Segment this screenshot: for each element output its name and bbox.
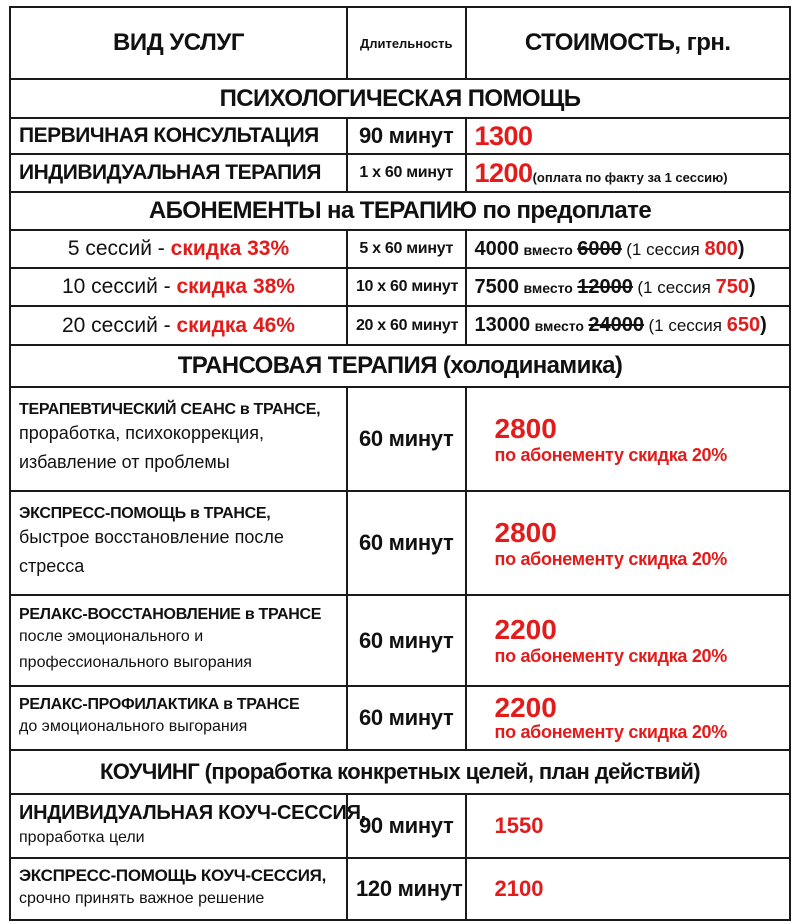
service-line: быстрое восстановление после: [19, 527, 284, 547]
service-line: до эмоционального выгорания: [19, 718, 248, 735]
duration: 60 минут: [347, 595, 466, 686]
close-paren: ): [737, 237, 745, 260]
per-session-label: (1 сессия: [626, 239, 705, 259]
service-name: [10, 268, 347, 306]
price-note: по абонементу скидка 20%: [494, 721, 727, 742]
discount: скидка 38%: [176, 275, 295, 298]
price-cell: [466, 154, 791, 192]
price-note: по абонементу скидка 20%: [494, 444, 727, 465]
service-name: [10, 306, 347, 345]
service-name: ПЕРВИЧНАЯ КОНСУЛЬТАЦИЯ: [10, 118, 347, 154]
table-row: [10, 794, 790, 858]
price-cell: [466, 118, 791, 154]
duration: 90 минут: [347, 118, 466, 154]
close-paren: ): [748, 275, 756, 298]
section-title: ТРАНСОВАЯ ТЕРАПИЯ (холодинамика): [10, 345, 790, 387]
old-price: 12000: [577, 275, 633, 298]
header-price: СТОИМОСТЬ, грн.: [466, 7, 791, 79]
section-psych: [10, 79, 790, 118]
table-row: [10, 387, 790, 491]
instead-label: вместо: [523, 279, 573, 296]
service-name: ЭКСПРЕСС-ПОМОЩЬ в ТРАНСЕ,: [19, 505, 271, 522]
price-cell: [466, 491, 791, 595]
price-cell: [466, 268, 791, 306]
sessions-count: 20 сессий -: [61, 313, 177, 337]
table-row: [10, 268, 790, 306]
price-cell: [466, 686, 791, 750]
price: 4000: [474, 237, 519, 260]
sessions-count: 10 сессий -: [61, 275, 177, 298]
section-subscriptions: [10, 192, 790, 230]
price: 2800: [494, 516, 557, 548]
price: 1550: [494, 813, 544, 838]
per-session-price: 650: [726, 314, 761, 336]
price: 2100: [494, 876, 544, 901]
table-header-row: [10, 7, 790, 79]
price-cell: [466, 230, 791, 268]
price-note: по абонементу скидка 20%: [494, 646, 727, 666]
service-line: избавление от проблемы: [19, 452, 230, 472]
duration: 60 минут: [347, 387, 466, 491]
duration: 120 минут: [347, 858, 466, 920]
price: 1200: [474, 157, 533, 188]
price-note: по абонементу скидка 20%: [494, 548, 727, 569]
duration: 5 х 60 минут: [347, 230, 466, 268]
service-line: стресса: [19, 556, 85, 576]
table-row: [10, 686, 790, 750]
service-desc: [10, 686, 347, 750]
duration: 10 х 60 минут: [347, 268, 466, 306]
old-price: 6000: [577, 237, 622, 260]
table-row: [10, 230, 790, 268]
discount: скидка 46%: [176, 313, 295, 337]
duration: 90 минут: [347, 794, 466, 858]
duration: 60 минут: [347, 686, 466, 750]
service-name: ИНДИВИДУАЛЬНАЯ ТЕРАПИЯ: [10, 154, 347, 192]
price: 2200: [494, 614, 557, 645]
instead-label: вместо: [534, 318, 584, 334]
table-row: [10, 118, 790, 154]
section-title: АБОНЕМЕНТЫ на ТЕРАПИЮ по предоплате: [10, 192, 790, 230]
service-desc: [10, 794, 366, 858]
header-duration: Длительность: [347, 7, 466, 79]
per-session-price: 750: [715, 275, 749, 298]
service-name: [10, 230, 347, 268]
close-paren: ): [760, 314, 767, 336]
price-table: [9, 6, 791, 921]
service-desc: [10, 387, 347, 491]
service-desc: [10, 595, 347, 686]
service-line: проработка цели: [19, 828, 145, 846]
sessions-count: 5 сессий -: [67, 237, 171, 260]
per-session-label: (1 сессия: [648, 316, 727, 335]
price-cell: [466, 387, 791, 491]
section-trance: [10, 345, 790, 387]
section-title: КОУЧИНГ (проработка конкретных целей, план действий): [10, 750, 790, 794]
per-session-price: 800: [704, 237, 738, 260]
instead-label: вместо: [523, 241, 573, 258]
section-title: ПСИХОЛОГИЧЕСКАЯ ПОМОЩЬ: [10, 79, 790, 118]
header-service: ВИД УСЛУГ: [10, 7, 347, 79]
service-desc: [10, 858, 347, 920]
table-row: [10, 491, 790, 595]
service-line: срочно принять важное решение: [19, 890, 265, 907]
price: 2800: [494, 412, 557, 444]
price: 13000: [474, 314, 531, 336]
service-name: РЕЛАКС-ПРОФИЛАКТИКА в ТРАНСЕ: [19, 696, 300, 713]
table-row: [10, 858, 790, 920]
price-cell: [466, 858, 791, 920]
service-name: ТЕРАПЕВТИЧЕСКИЙ СЕАНС в ТРАНСЕ,: [19, 401, 321, 418]
table-row: [10, 306, 790, 345]
price: 2200: [494, 691, 557, 723]
service-line: проработка, психокоррекция,: [19, 423, 264, 443]
price: 1300: [474, 120, 533, 151]
per-session-label: (1 сессия: [637, 277, 716, 297]
service-name: ИНДИВИДУАЛЬНАЯ КОУЧ-СЕССИЯ,: [19, 801, 366, 824]
table-row: [10, 595, 790, 686]
service-desc: [10, 491, 347, 595]
service-name: ЭКСПРЕСС-ПОМОЩЬ КОУЧ-СЕССИЯ,: [19, 866, 327, 885]
duration: 60 минут: [347, 491, 466, 595]
duration: 20 х 60 минут: [347, 306, 466, 345]
price-cell: [466, 595, 791, 686]
old-price: 24000: [588, 314, 645, 336]
service-line: профессионального выгорания: [19, 653, 252, 671]
duration: 1 х 60 минут: [347, 154, 466, 192]
table-row: [10, 154, 790, 192]
service-name: РЕЛАКС-ВОССТАНОВЛЕНИЕ в ТРАНСЕ: [19, 605, 322, 623]
discount: скидка 33%: [170, 237, 290, 260]
section-coaching: [10, 750, 790, 794]
price: 7500: [474, 275, 519, 298]
price-cell: [466, 306, 791, 345]
price-cell: [466, 794, 791, 858]
service-line: после эмоционального и: [19, 627, 204, 645]
price-note: (оплата по факту за 1 сессию): [532, 169, 728, 185]
